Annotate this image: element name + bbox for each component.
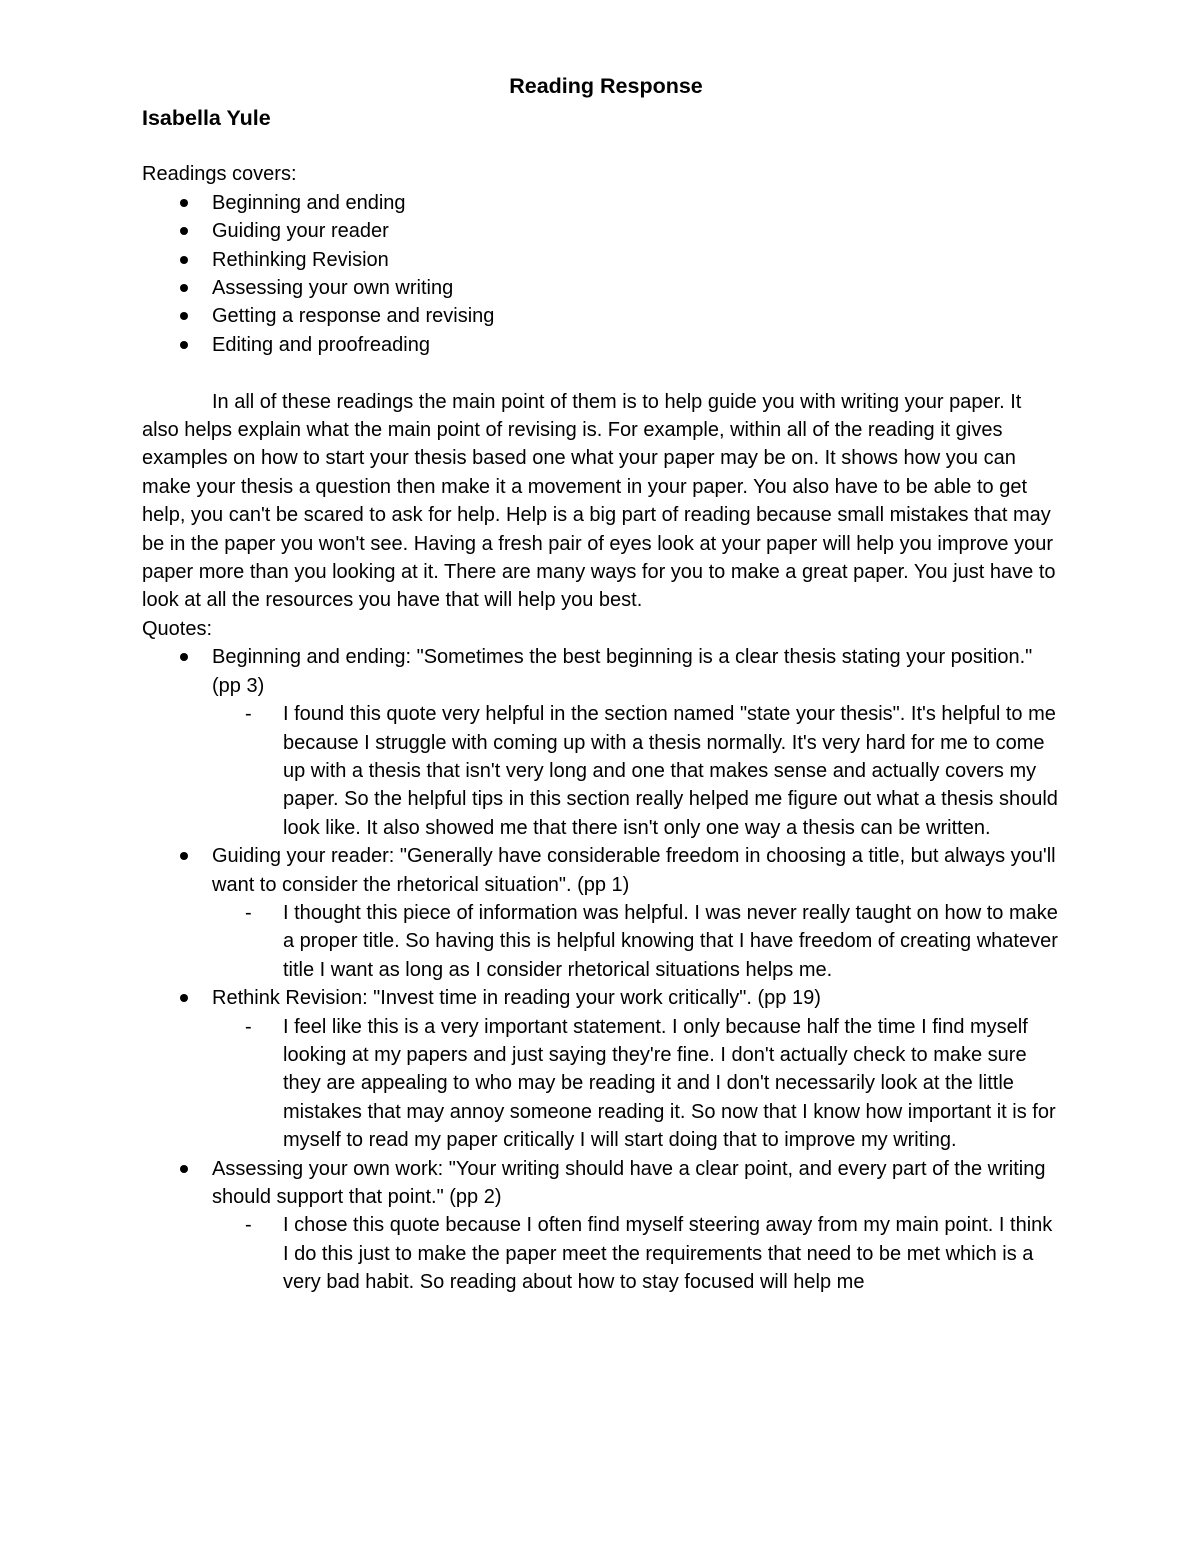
bullet-icon bbox=[180, 852, 188, 860]
quote-text: Rethink Revision: "Invest time in reading your work critically". (pp 19) bbox=[212, 987, 821, 1010]
quote-text: Guiding your reader: "Generally have considerable freedom in choosing a title, but always you'll want to consider the rhetorical situation". (pp 1) bbox=[212, 845, 1056, 896]
covers-item bbox=[142, 331, 1062, 359]
dash-icon: - bbox=[245, 703, 252, 726]
covers-item-text: Editing and proofreading bbox=[212, 333, 430, 356]
covers-item-text: Getting a response and revising bbox=[212, 305, 495, 328]
blank-line bbox=[142, 132, 1062, 160]
dash-icon: - bbox=[245, 901, 252, 924]
covers-list bbox=[142, 189, 1062, 359]
bullet-icon bbox=[180, 199, 188, 207]
covers-item bbox=[142, 189, 1062, 217]
bullet-icon bbox=[180, 312, 188, 320]
bullet-icon bbox=[180, 284, 188, 292]
covers-item bbox=[142, 274, 1062, 302]
bullet-icon bbox=[180, 256, 188, 264]
bullet-icon bbox=[180, 1165, 188, 1173]
covers-item-text: Assessing your own writing bbox=[212, 277, 454, 300]
document-page bbox=[142, 72, 1062, 1297]
quote-text: Assessing your own work: "Your writing should have a clear point, and every part of the writing should support that point." (pp 2) bbox=[212, 1157, 1046, 1208]
blank-line bbox=[142, 359, 1062, 387]
quote-text: Beginning and ending: "Sometimes the best beginning is a clear thesis stating your position." (pp 3) bbox=[212, 646, 1033, 697]
comment-item bbox=[212, 1211, 1062, 1296]
comment-text: I found this quote very helpful in the section named "state your thesis". It's helpful to me because I struggle with coming up with a thesis normally. It's very hard for me to come up with a thesis that isn't very long and one that makes sense and actually covers my paper. So the helpful tips in this section really helped me figure out what a thesis should look like. It also showed me that there isn't only one way a thesis can be written. bbox=[283, 703, 1058, 839]
bullet-icon bbox=[180, 341, 188, 349]
quote-item bbox=[142, 842, 1062, 984]
bullet-icon bbox=[180, 994, 188, 1002]
quote-item bbox=[142, 643, 1062, 842]
covers-item bbox=[142, 302, 1062, 330]
covers-item bbox=[142, 246, 1062, 274]
comment-list bbox=[212, 1013, 1062, 1155]
comment-item bbox=[212, 700, 1062, 842]
comment-text: I feel like this is a very important statement. I only because half the time I find myself looking at my papers and just saying they're fine. I don't actually check to make sure they are appealing to who may be reading it and I don't necessarily look at the little mistakes that may annoy someone reading it. So now that I know how important it is for myself to read my paper critically I will start doing that to improve my writing. bbox=[283, 1015, 1056, 1152]
comment-list bbox=[212, 1211, 1062, 1296]
covers-item-text: Guiding your reader bbox=[212, 220, 389, 243]
quote-item bbox=[142, 1155, 1062, 1297]
summary-paragraph: In all of these readings the main point of them is to help guide you with writing your paper. It also helps explain what the main point of revising is. For example, within all of the reading it gives examples on how to start your thesis based one what your paper may be on. It shows how you can make your thesis a question then make it a movement in your paper. You also have to be able to get help, you can't be scared to ask for help. Help is a big part of reading because small mistakes that may be in the paper you won't see. Having a fresh pair of eyes look at your paper will help you improve your paper more than you looking at it. There are many ways for you to make a great paper. You just have to look at all the resources you have that will help you best. bbox=[142, 390, 1056, 612]
comment-text: I thought this piece of information was helpful. I was never really taught on how to make a proper title. So having this is helpful knowing that I have freedom of creating whatever title I want as long as I consider rhetorical situations helps me. bbox=[283, 901, 1058, 981]
comment-item bbox=[212, 1013, 1062, 1155]
comment-text: I chose this quote because I often find myself steering away from my main point. I think I do this just to make the paper meet the requirements that need to be met which is a very bad habit. So reading about how to stay focused will help me bbox=[283, 1214, 1053, 1294]
quote-item bbox=[142, 984, 1062, 1154]
quotes-list bbox=[142, 643, 1062, 1296]
covers-label: Readings covers: bbox=[142, 163, 297, 186]
bullet-icon bbox=[180, 653, 188, 661]
dash-icon: - bbox=[245, 1015, 252, 1038]
comment-list bbox=[212, 700, 1062, 842]
quotes-label: Quotes: bbox=[142, 617, 213, 640]
covers-item-text: Beginning and ending bbox=[212, 191, 406, 214]
bullet-icon bbox=[180, 227, 188, 235]
author-name: Isabella Yule bbox=[142, 106, 271, 130]
document-title: Reading Response bbox=[509, 74, 703, 98]
comment-list bbox=[212, 899, 1062, 984]
covers-item-text: Rethinking Revision bbox=[212, 248, 389, 271]
dash-icon: - bbox=[245, 1214, 252, 1237]
comment-item bbox=[212, 899, 1062, 984]
covers-item bbox=[142, 217, 1062, 245]
